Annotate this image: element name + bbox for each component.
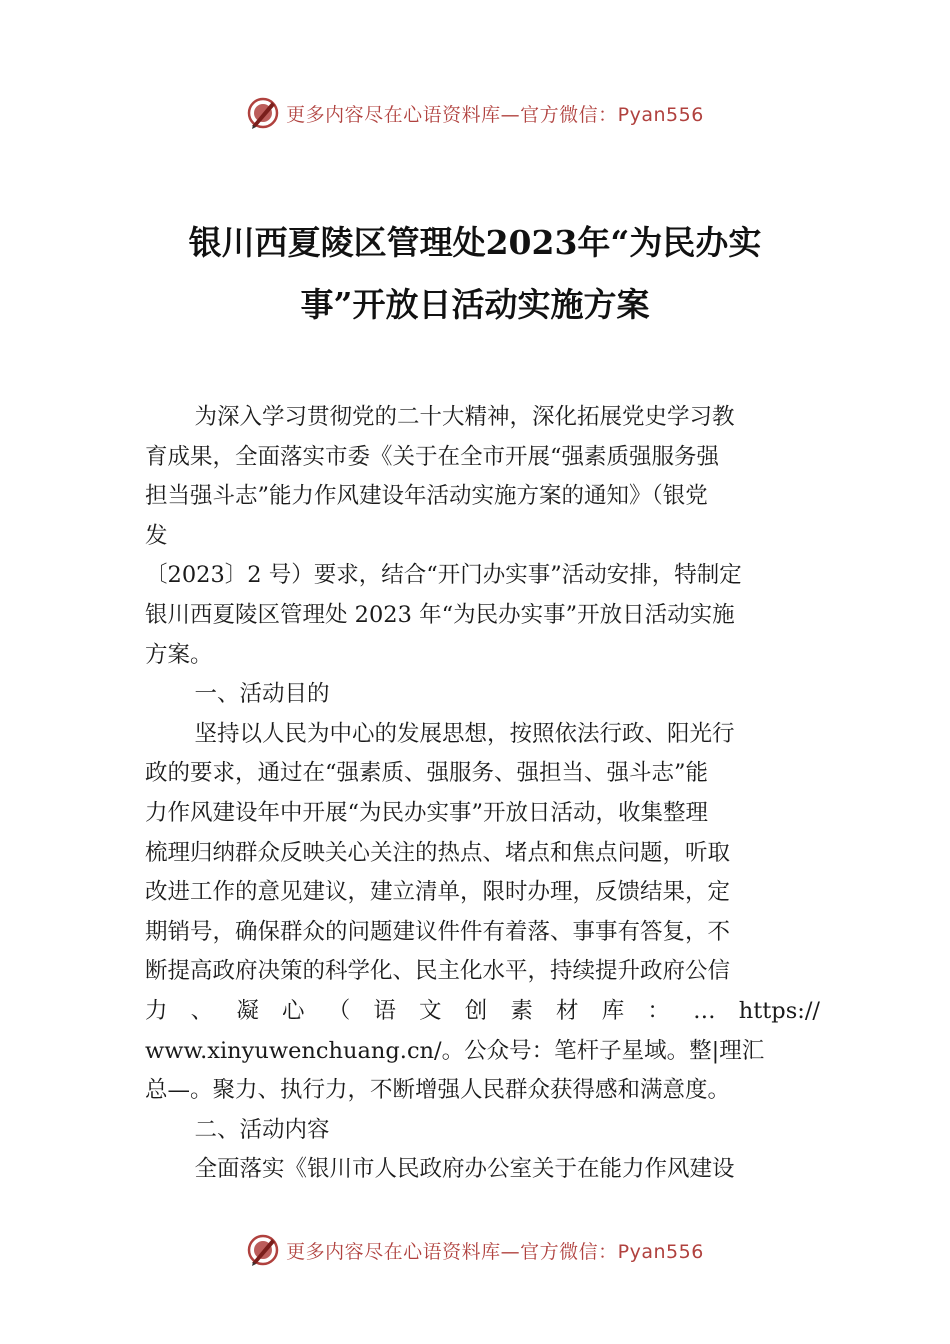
spaced-char: （ [327,997,351,1024]
section2-line: 全面落实《银川市人民政府办公室关于在能力作风建设 [194,1156,735,1183]
section1-line: 总—。聚力、执行力，不断增强人民群众获得感和满意度。 [145,1077,731,1104]
spaced-char: 语 [373,997,396,1024]
intro-line: 担当强斗志”能力作风建设年活动实施方案的通知》（银党 [145,483,708,510]
section1-line: 政的要求，通过在“强素质、强服务、强担当、强斗志”能 [145,760,709,787]
watermark-handle: Pyan556 [617,1240,704,1263]
spaced-char: 库 [601,997,625,1024]
spaced-char: 凝 [236,997,259,1024]
spaced-char: ： [647,997,670,1024]
intro-line: 银川西夏陵区管理处 2023 年“为民办实事”开放日活动实施 [145,601,735,628]
spaced-char: 素 [510,997,533,1024]
spaced-char: 文 [419,997,442,1024]
header-watermark [0,96,950,130]
watermark-handle: Pyan556 [617,103,704,126]
spaced-line [145,992,820,1032]
section1-line: 梳理归纳群众反映关心关注的热点、堵点和焦点问题，听取 [145,839,731,866]
spaced-char: 创 [464,997,488,1024]
intro-paragraph [145,398,820,675]
intro-line: 〔2023〕2 号）要求，结合“开门办实事”活动安排，特制定 [145,562,742,589]
quill-seal-icon [246,96,280,130]
section1-line: 期销号，确保群众的问题建议件件有着落、事事有答复，不 [145,918,731,945]
spaced-char: 力 [145,997,168,1024]
spaced-char: https:// [738,997,820,1024]
document-body [145,398,820,1190]
section-heading-1: 一、活动目的 [194,681,330,708]
section1-line: 力作风建设年中开展“为民办实事”开放日活动，收集整理 [145,799,709,826]
intro-line: 发 [145,522,168,549]
title-line-1: 银川西夏陵区管理处2023年“为民办实 [188,223,762,262]
title-line-2: 事”开放日活动实施方案 [300,285,650,324]
section1-line: 断提高政府决策的科学化、民主化水平，持续提升政府公信 [145,958,731,985]
intro-line: 为深入学习贯彻党的二十大精神，深化拓展党史学习教 [194,404,735,430]
quill-seal-icon [246,1233,280,1267]
watermark-text: 更多内容尽在心语资料库—官方微信：Pyan556 [286,103,704,126]
spaced-char: 、 [190,997,214,1024]
section1-line: 改进工作的意见建议，建立清单，限时办理，反馈结果，定 [145,879,731,906]
section1-line: 坚持以人民为中心的发展思想，按照依法行政、阳光行 [194,720,735,747]
intro-line: 育成果，全面落实市委《关于在全市开展“强素质强服务强 [145,443,720,470]
intro-line: 方案。 [145,641,213,668]
section1-paragraph [145,715,820,1111]
spaced-char: 材 [556,997,579,1024]
section2-paragraph [145,1150,820,1190]
spaced-char: 心 [282,997,305,1024]
section-heading-2: 二、活动内容 [194,1116,330,1143]
footer-watermark [0,1233,950,1267]
spaced-char: … [693,997,716,1024]
document-title [120,212,830,336]
watermark-text: 更多内容尽在心语资料库—官方微信：Pyan556 [286,1240,704,1263]
section1-line: www.xinyuwenchuang.cn/。公众号：笔杆子星域。整|理汇 [145,1037,765,1064]
